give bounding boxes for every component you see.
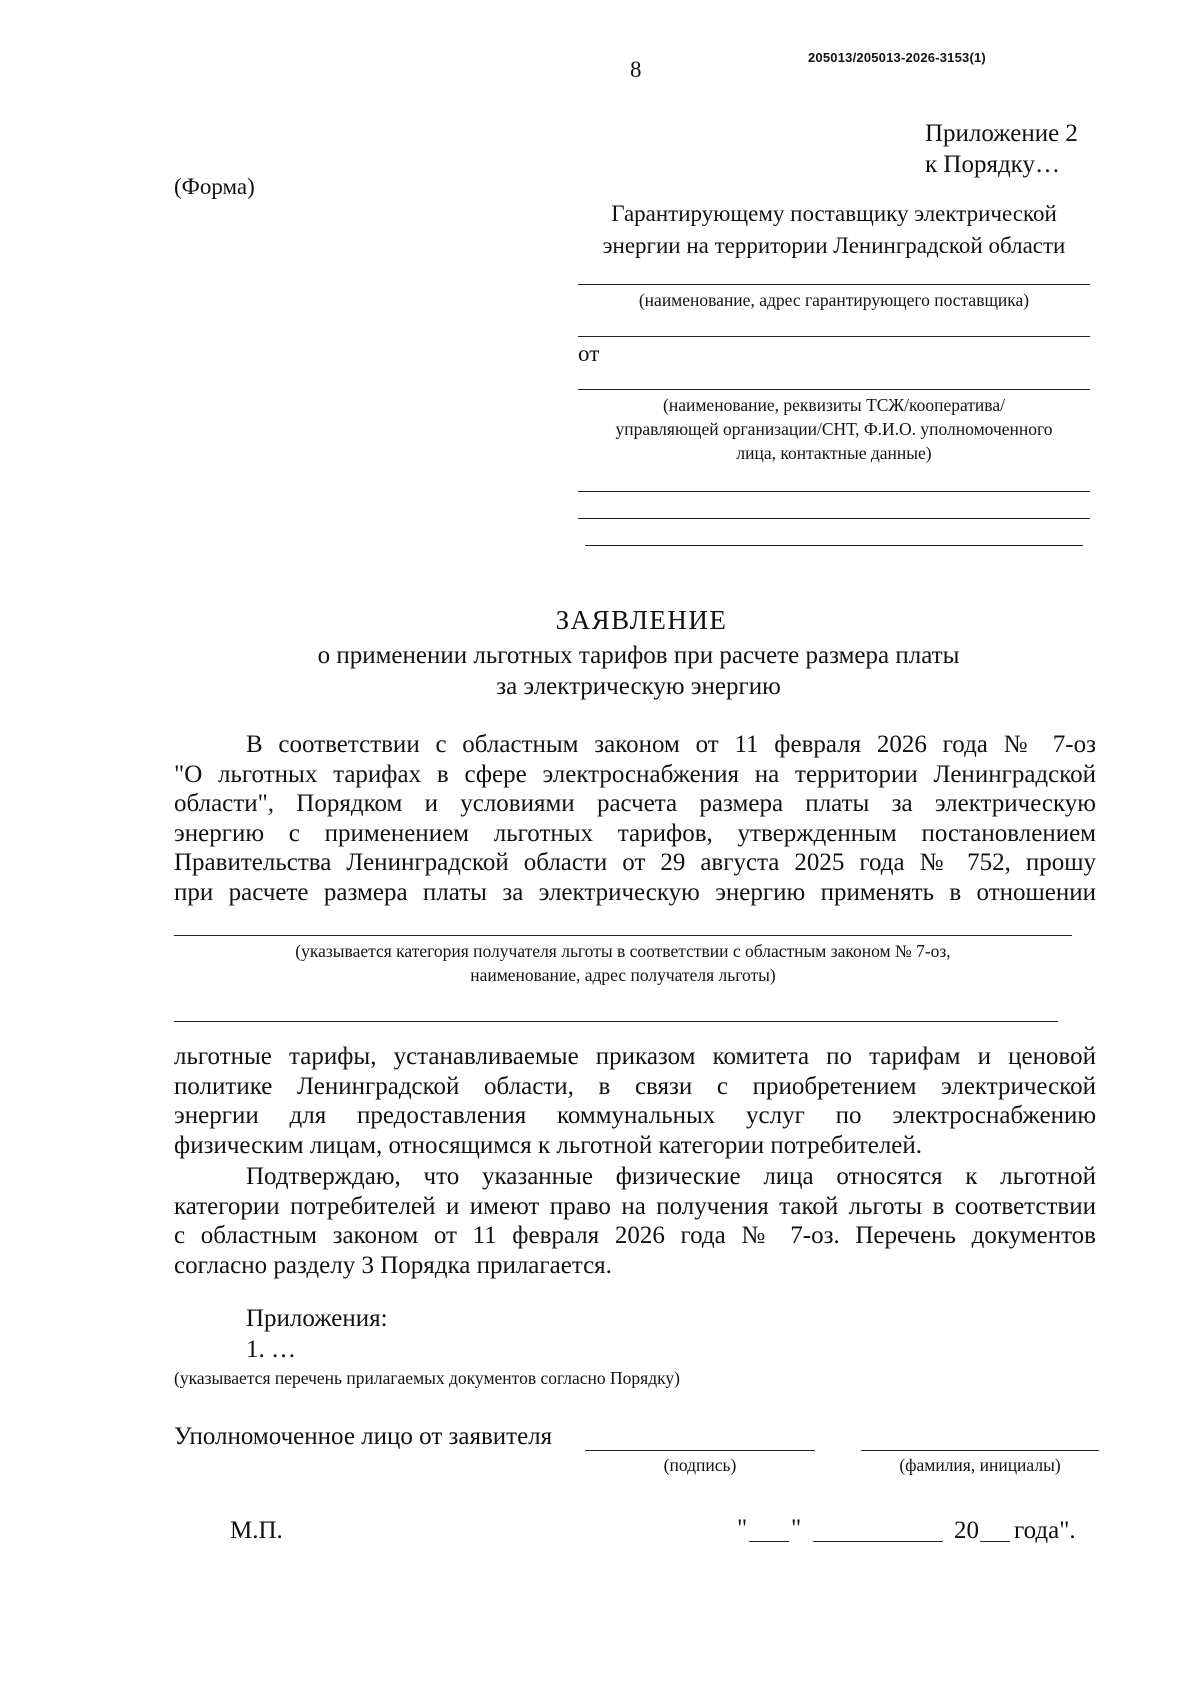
supplier-name-line [578,284,1090,285]
paragraph-line: Правительства Ленинградской области от 29 августа 2025 года № 752, прошу [174,849,1096,877]
appendix-number: Приложение 2 [925,120,1078,147]
paragraph-line: энергию с применением льготных тарифов, утвержденным постановлением [174,819,1096,847]
applicant-caption-2: управляющей организации/СНТ, Ф.И.О. уполномоченного [615,419,1053,439]
beneficiary-caption-1: (указывается категория получателя льготы в соответствии с областным законом № 7-оз, [295,941,951,961]
date-open-quote: " [737,1515,748,1542]
document-subtitle-2: за электрическую энергию [496,673,781,700]
paragraph-line: согласно разделу 3 Порядка прилагается. [174,1251,612,1279]
paragraph-confirmation [174,1162,1096,1280]
date-year-line [980,1541,1010,1542]
addressee-line-2: энергии на территории Ленинградской области [602,233,1066,258]
appendix-reference: к Порядку… [925,151,1060,178]
applicant-extra-line-1 [578,491,1090,492]
addressee-line-1: Гарантирующему поставщику электрической [611,201,1057,226]
applicant-extra-line-2 [578,518,1090,519]
paragraph-line: "О льготных тарифах в сфере электроснабжения на территории Ленинградской [174,760,1096,788]
registration-number: 205013/205013-2026-3153(1) [808,50,986,65]
paragraph-line: В соответствии с областным законом от 11 февраля 2026 года № 7-оз [246,731,1096,758]
beneficiary-line [174,935,1072,936]
stamp-label: М.П. [230,1517,283,1544]
page-number: 8 [630,57,642,82]
beneficiary-extra-line [174,1021,1058,1022]
date-year-prefix: 20 [954,1517,979,1544]
supplier-address-line [578,336,1090,337]
paragraph-line: при расчете размера платы за электрическую энергию применять в отношении [174,878,1096,906]
full-name-line [861,1450,1099,1451]
date-year-suffix: года". [1014,1517,1076,1544]
attachments-caption: (указывается перечень прилагаемых документов согласно Порядку) [174,1368,680,1388]
paragraph-tariffs [174,1042,1096,1160]
date-close-quote: " [791,1515,802,1542]
supplier-caption: (наименование, адрес гарантирующего поставщика) [638,290,1030,310]
paragraph-line: Подтверждаю, что указанные физические лица относятся к льготной [246,1163,1096,1190]
attachments-label: Приложения: [246,1305,388,1332]
paragraph-request [174,730,1096,908]
applicant-caption-1: (наименование, реквизиты ТСЖ/кооператива/ [663,395,1005,415]
applicant-line [578,389,1090,390]
paragraph-line: области", Порядком и условиями расчета размера платы за электрическую [174,790,1096,818]
attachments-item-1: 1. … [246,1336,296,1363]
paragraph-line: с областным законом от 11 февраля 2026 года № 7-оз. Перечень документов [174,1222,1096,1250]
paragraph-line: политике Ленинградской области, в связи с приобретением электрической [174,1072,1096,1100]
form-label: (Форма) [174,174,255,199]
applicant-caption-3: лица, контактные данные) [736,443,932,463]
signatory-label: Уполномоченное лицо от заявителя [174,1423,553,1450]
document-subtitle-1: о применении льготных тарифов при расчете размера платы [317,642,960,669]
signature-line [585,1450,815,1451]
from-label: от [578,341,600,366]
date-day-line [749,1541,789,1542]
paragraph-line: энергии для предоставления коммунальных услуг по электроснабжению [174,1102,1096,1130]
signature-caption: (подпись) [663,1455,737,1475]
date-month-line [813,1541,943,1542]
beneficiary-caption-2: наименование, адрес получателя льготы) [470,965,776,985]
paragraph-line: льготные тарифы, устанавливаемые приказом комитета по тарифам и ценовой [174,1043,1096,1070]
paragraph-line: категории потребителей и имеют право на получения такой льготы в соответствии [174,1192,1096,1220]
applicant-extra-line-3 [585,545,1083,546]
paragraph-line: физическим лицам, относящимся к льготной категории потребителей. [174,1131,923,1159]
full-name-caption: (фамилия, инициалы) [899,1455,1061,1475]
document-title: ЗАЯВЛЕНИЕ [555,605,728,635]
